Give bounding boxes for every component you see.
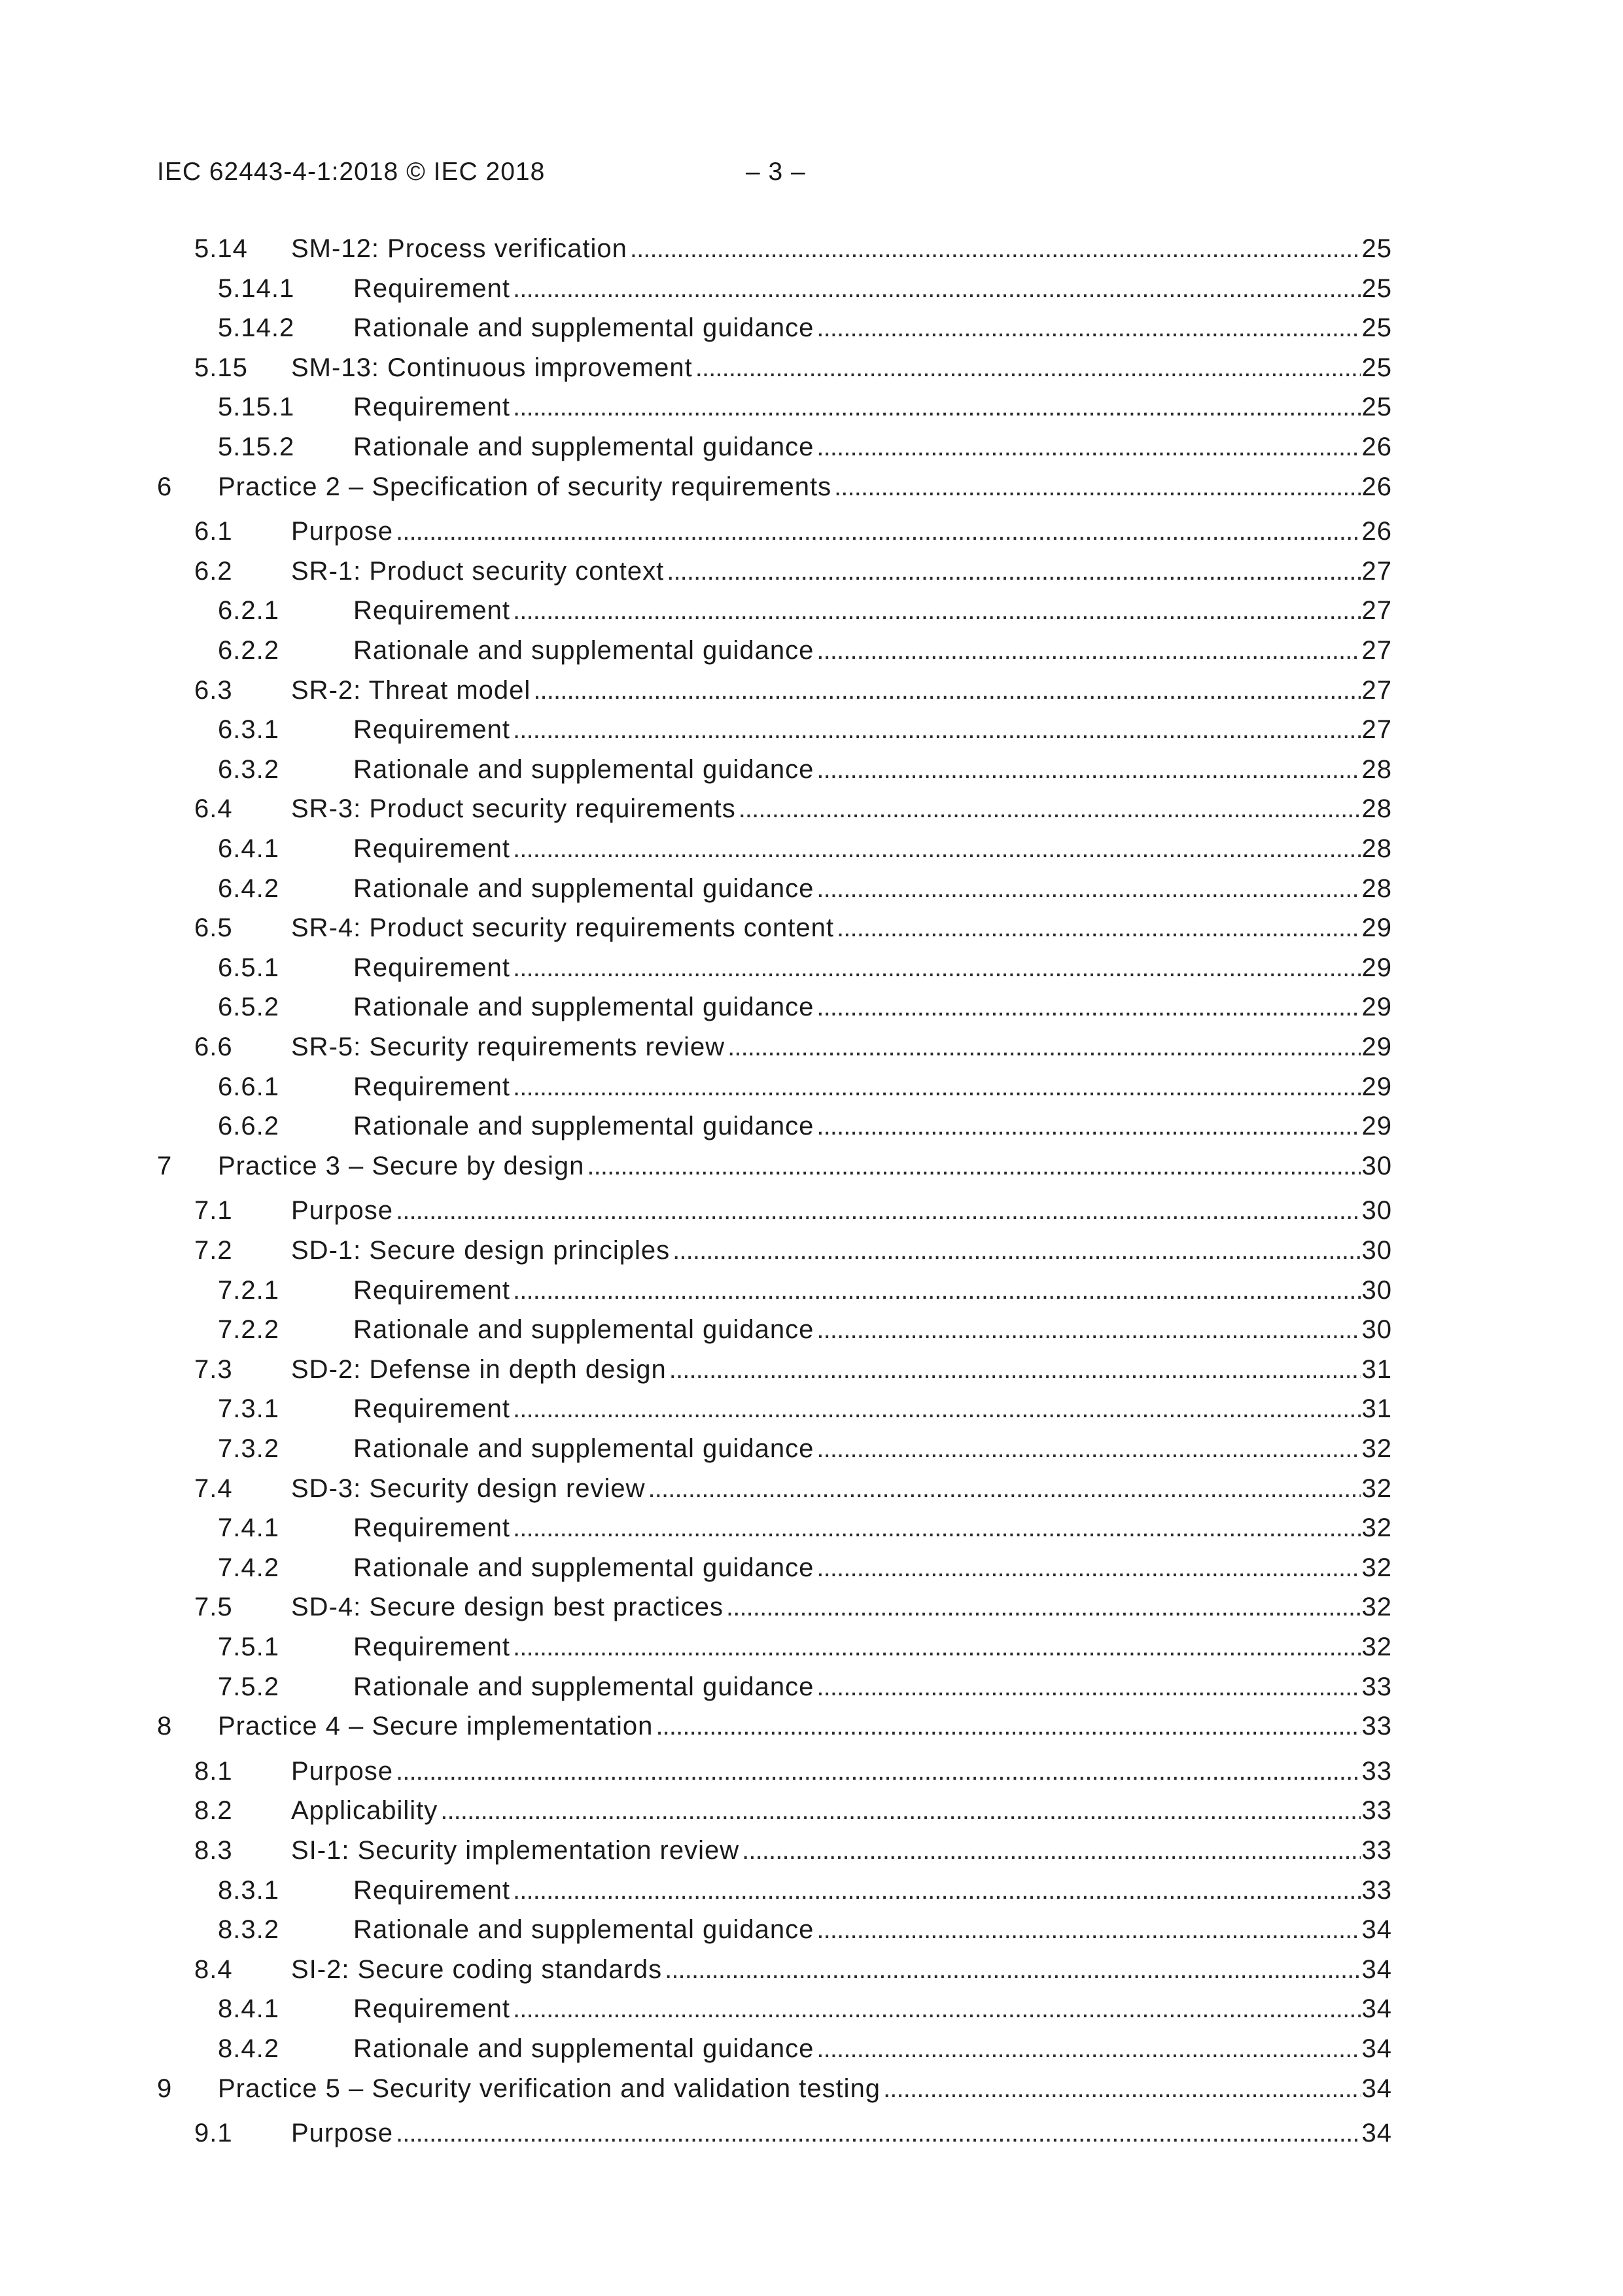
toc-entry[interactable] [0,1274,1392,1307]
toc-entry-title: Rationale and supplemental guidance [353,1913,816,1946]
toc-entry-page: 29 [1361,1070,1393,1103]
toc-entry-number: 7.1 [194,1196,233,1225]
toc-entry-number: 7.3.1 [218,1394,279,1423]
toc-entry-page: 28 [1361,753,1393,786]
toc-entry-page: 26 [1361,470,1393,503]
toc-dot-leader [672,1234,1360,1267]
toc-entry[interactable] [0,1110,1392,1142]
toc-entry-page: 32 [1361,1472,1393,1505]
toc-entry-page: 29 [1361,1031,1393,1063]
toc-entry-number: 6.4.2 [218,874,279,903]
toc-entry-number: 6.2.2 [218,636,279,665]
toc-entry-number: 6.5 [194,913,233,942]
toc-dot-leader [816,2032,1360,2065]
toc-dot-leader [739,792,1361,825]
toc-dot-leader [396,1755,1361,1788]
toc-entry-title: Requirement [353,1070,513,1103]
toc-entry[interactable] [0,515,1392,548]
toc-entry-page: 27 [1361,634,1393,667]
toc-entry-title: SR-2: Threat model [291,674,533,707]
toc-entry-number: 8.1 [194,1757,233,1786]
toc-dot-leader [513,1874,1360,1907]
toc-entry-page: 34 [1361,2072,1393,2105]
toc-entry[interactable] [0,2072,1392,2105]
toc-dot-leader [816,1110,1360,1142]
toc-entry-number: 6.6.2 [218,1112,279,1140]
toc-entry-number: 8.3 [194,1836,233,1865]
toc-entry-page: 32 [1361,1631,1393,1663]
toc-entry-title: Applicability [291,1794,440,1827]
toc-entry-number: 6.4 [194,794,233,823]
toc-entry[interactable] [0,1194,1392,1227]
toc-dot-leader [742,1834,1360,1867]
toc-entry-number: 8.4.2 [218,2034,279,2063]
toc-entry-number: 5.15.1 [218,393,295,421]
toc-dot-leader [816,1313,1360,1346]
toc-dot-leader [513,1631,1360,1663]
toc-entry-number: 8.3.2 [218,1915,279,1944]
toc-entry[interactable] [0,1874,1392,1907]
toc-entry-title: Requirement [353,1631,513,1663]
toc-entry-page: 30 [1361,1150,1393,1182]
toc-entry-title: SI-1: Security implementation review [291,1834,742,1867]
toc-dot-leader [396,1194,1361,1227]
toc-entry-title: Requirement [353,594,513,627]
toc-entry-title: SI-2: Secure coding standards [291,1953,665,1986]
toc-entry-number: 9 [157,2074,173,2103]
toc-dot-leader [513,1070,1360,1103]
toc-entry[interactable] [0,470,1392,503]
toc-entry-page: 31 [1361,1353,1393,1386]
toc-entry[interactable] [0,1432,1392,1465]
toc-entry-page: 32 [1361,1591,1393,1623]
toc-dot-leader [816,1432,1360,1465]
toc-dot-leader [816,753,1360,786]
toc-dot-leader [816,991,1360,1023]
toc-entry[interactable] [0,311,1392,344]
toc-dot-leader [513,272,1360,305]
toc-entry[interactable] [0,1591,1392,1623]
toc-entry-page: 25 [1361,391,1393,423]
toc-entry-page: 33 [1361,1755,1393,1788]
toc-entry-title: Requirement [353,391,513,423]
toc-entry[interactable] [0,391,1392,423]
toc-entry[interactable] [0,1511,1392,1544]
toc-entry-page: 32 [1361,1511,1393,1544]
toc-entry-page: 34 [1361,2032,1393,2065]
toc-entry-number: 7.5 [194,1593,233,1621]
toc-entry-number: 7.2.2 [218,1315,279,1344]
toc-entry-page: 26 [1361,431,1393,463]
toc-entry-number: 5.14 [194,234,248,263]
toc-dot-leader [834,470,1360,503]
toc-dot-leader [816,431,1360,463]
toc-entry[interactable] [0,753,1392,786]
toc-entry[interactable] [0,634,1392,667]
toc-entry-title: SR-1: Product security context [291,555,667,588]
toc-entry-number: 6.6.1 [218,1072,279,1101]
toc-entry-title: Requirement [353,832,513,865]
toc-entry[interactable] [0,872,1392,905]
toc-dot-leader [396,2117,1361,2149]
toc-entry-page: 27 [1361,674,1393,707]
toc-entry[interactable] [0,431,1392,463]
toc-entry[interactable] [0,272,1392,305]
toc-entry-number: 7.4 [194,1474,233,1503]
toc-entry-number: 7.5.2 [218,1672,279,1701]
toc-entry[interactable] [0,911,1392,944]
toc-entry-title: Requirement [353,272,513,305]
toc-entry-title: Purpose [291,1194,396,1227]
toc-entry-title: Rationale and supplemental guidance [353,634,816,667]
toc-entry-title: Rationale and supplemental guidance [353,753,816,786]
toc-dot-leader [837,911,1360,944]
toc-entry[interactable] [0,351,1392,384]
toc-entry-number: 7.5.1 [218,1633,279,1661]
toc-entry-page: 27 [1361,713,1393,746]
toc-entry-page: 26 [1361,515,1393,548]
toc-entry-page: 30 [1361,1274,1393,1307]
toc-entry-title: SR-4: Product security requirements content [291,911,837,944]
toc-entry[interactable] [0,1755,1392,1788]
toc-entry-number: 5.14.1 [218,274,295,303]
toc-entry-title: SR-5: Security requirements review [291,1031,727,1063]
toc-entry[interactable] [0,1353,1392,1386]
toc-entry-title: Rationale and supplemental guidance [353,1313,816,1346]
toc-entry[interactable] [0,1150,1392,1182]
toc-entry-title: SM-12: Process verification [291,232,630,265]
toc-entry-title: Practice 2 – Specification of security requirements [218,470,834,503]
toc-entry-number: 6.4.1 [218,834,279,863]
toc-dot-leader [513,951,1360,984]
toc-entry-number: 7 [157,1152,173,1180]
toc-entry[interactable] [0,1710,1392,1742]
toc-entry-page: 25 [1361,232,1393,265]
toc-dot-leader [667,555,1360,588]
toc-entry-number: 7.4.2 [218,1553,279,1582]
toc-entry-page: 34 [1361,1953,1393,1986]
toc-entry-title: Rationale and supplemental guidance [353,1551,816,1584]
toc-entry[interactable] [0,1670,1392,1703]
toc-entry-number: 9.1 [194,2119,233,2147]
toc-entry-page: 29 [1361,911,1393,944]
toc-entry[interactable] [0,1392,1392,1425]
toc-entry-page: 34 [1361,1992,1393,2025]
toc-dot-leader [883,2072,1360,2105]
toc-entry[interactable] [0,1234,1392,1267]
toc-entry-page: 34 [1361,2117,1393,2149]
toc-dot-leader [727,1031,1360,1063]
toc-entry-title: Purpose [291,515,396,548]
toc-entry-number: 6.3.1 [218,715,279,744]
toc-entry-title: Rationale and supplemental guidance [353,991,816,1023]
toc-entry-page: 32 [1361,1432,1393,1465]
toc-entry-number: 7.2.1 [218,1276,279,1305]
toc-entry-page: 28 [1361,832,1393,865]
toc-dot-leader [816,872,1360,905]
toc-entry-page: 30 [1361,1194,1393,1227]
toc-entry[interactable] [0,232,1392,265]
toc-entry-title: Purpose [291,2117,396,2149]
toc-entry-page: 29 [1361,1110,1393,1142]
toc-entry-title: Requirement [353,1874,513,1907]
toc-entry[interactable] [0,555,1392,588]
toc-entry-number: 5.15 [194,353,248,382]
toc-entry-title: Rationale and supplemental guidance [353,1432,816,1465]
toc-entry-title: SD-3: Security design review [291,1472,648,1505]
toc-entry-title: Practice 3 – Secure by design [218,1150,587,1182]
toc-entry-page: 25 [1361,272,1393,305]
toc-entry[interactable] [0,951,1392,984]
toc-entry-title: SD-4: Secure design best practices [291,1591,726,1623]
toc-entry-page: 34 [1361,1913,1393,1946]
toc-entry[interactable] [0,832,1392,865]
toc-entry[interactable] [0,1472,1392,1505]
toc-entry[interactable] [0,1631,1392,1663]
toc-entry[interactable] [0,2117,1392,2149]
toc-entry-number: 6.5.2 [218,993,279,1021]
toc-entry[interactable] [0,792,1392,825]
toc-dot-leader [513,1992,1360,2025]
toc-entry[interactable] [0,594,1392,627]
toc-entry-title: SD-2: Defense in depth design [291,1353,669,1386]
toc-entry-page: 30 [1361,1234,1393,1267]
toc-entry-number: 8.4 [194,1955,233,1984]
toc-entry-page: 25 [1361,351,1393,384]
toc-dot-leader [816,1670,1360,1703]
toc-entry-page: 33 [1361,1670,1393,1703]
toc-entry-title: Requirement [353,1274,513,1307]
toc-dot-leader [816,311,1360,344]
toc-entry-title: Purpose [291,1755,396,1788]
toc-entry-number: 6 [157,472,173,501]
toc-dot-leader [440,1794,1360,1827]
toc-dot-leader [816,634,1360,667]
toc-dot-leader [513,391,1360,423]
toc-dot-leader [665,1953,1360,1986]
toc-entry-number: 8.2 [194,1796,233,1825]
toc-entry-page: 28 [1361,792,1393,825]
toc-entry-title: Requirement [353,1392,513,1425]
toc-entry-number: 8 [157,1712,173,1740]
toc-entry-number: 7.3.2 [218,1434,279,1463]
toc-entry-title: Rationale and supplemental guidance [353,311,816,344]
toc-entry-page: 29 [1361,951,1393,984]
toc-dot-leader [816,1551,1360,1584]
toc-entry-title: SR-3: Product security requirements [291,792,739,825]
toc-dot-leader [533,674,1360,707]
toc-dot-leader [513,1274,1360,1307]
toc-entry[interactable] [0,1031,1392,1063]
toc-entry-number: 6.3 [194,676,233,705]
toc-entry-number: 8.3.1 [218,1876,279,1905]
toc-entry-number: 5.15.2 [218,433,295,461]
page-number: – 3 – [746,158,806,186]
toc-dot-leader [587,1150,1360,1182]
toc-dot-leader [630,232,1361,265]
toc-entry-title: Practice 4 – Secure implementation [218,1710,655,1742]
toc-entry-title: Rationale and supplemental guidance [353,2032,816,2065]
toc-entry-title: Requirement [353,1511,513,1544]
toc-dot-leader [513,1392,1360,1425]
toc-entry-number: 5.14.2 [218,313,295,342]
toc-entry-page: 25 [1361,311,1393,344]
toc-entry[interactable] [0,1070,1392,1103]
toc-entry[interactable] [0,674,1392,707]
toc-entry-title: Rationale and supplemental guidance [353,1670,816,1703]
toc-entry-number: 6.5.1 [218,953,279,982]
toc-entry[interactable] [0,713,1392,746]
toc-entry-page: 33 [1361,1794,1393,1827]
toc-entry-number: 6.1 [194,517,233,546]
toc-entry-number: 7.2 [194,1236,233,1265]
toc-entry[interactable] [0,1953,1392,1986]
toc-dot-leader [396,515,1361,548]
toc-entry-number: 6.3.2 [218,755,279,784]
toc-dot-leader [513,1511,1360,1544]
toc-entry[interactable] [0,2032,1392,2065]
toc-entry-page: 29 [1361,991,1393,1023]
toc-entry-number: 7.4.1 [218,1513,279,1542]
toc-entry-number: 6.2.1 [218,596,279,625]
toc-dot-leader [816,1913,1360,1946]
toc-entry-number: 6.2 [194,557,233,586]
toc-entry[interactable] [0,991,1392,1023]
toc-dot-leader [513,594,1360,627]
toc-entry-page: 30 [1361,1313,1393,1346]
standard-identifier: IEC 62443-4-1:2018 © IEC 2018 [157,158,546,186]
toc-entry-title: Rationale and supplemental guidance [353,872,816,905]
toc-entry-title: Rationale and supplemental guidance [353,431,816,463]
toc-entry[interactable] [0,1794,1392,1827]
toc-dot-leader [513,832,1360,865]
toc-entry[interactable] [0,1992,1392,2025]
toc-entry[interactable] [0,1834,1392,1867]
toc-dot-leader [669,1353,1361,1386]
toc-dot-leader [655,1710,1360,1742]
toc-entry-title: Requirement [353,713,513,746]
toc-entry-title: Requirement [353,1992,513,2025]
toc-dot-leader [695,351,1361,384]
toc-dot-leader [726,1591,1361,1623]
toc-entry[interactable] [0,1551,1392,1584]
toc-entry-title: SM-13: Continuous improvement [291,351,695,384]
toc-entry[interactable] [0,1313,1392,1346]
toc-entry-page: 33 [1361,1874,1393,1907]
toc-entry-page: 32 [1361,1551,1393,1584]
toc-dot-leader [513,713,1360,746]
toc-entry-page: 33 [1361,1834,1393,1867]
toc-dot-leader [648,1472,1361,1505]
toc-entry-page: 31 [1361,1392,1393,1425]
toc-entry-page: 33 [1361,1710,1393,1742]
toc-entry-page: 27 [1361,594,1393,627]
toc-entry-number: 6.6 [194,1033,233,1061]
toc-entry-title: Requirement [353,951,513,984]
toc-entry-page: 28 [1361,872,1393,905]
toc-entry-title: Rationale and supplemental guidance [353,1110,816,1142]
toc-entry-number: 7.3 [194,1355,233,1384]
toc-entry-title: Practice 5 – Security verification and validation testing [218,2072,883,2105]
toc-entry-page: 27 [1361,555,1393,588]
toc-entry-title: SD-1: Secure design principles [291,1234,672,1267]
toc-entry[interactable] [0,1913,1392,1946]
toc-entry-number: 8.4.1 [218,1994,279,2023]
